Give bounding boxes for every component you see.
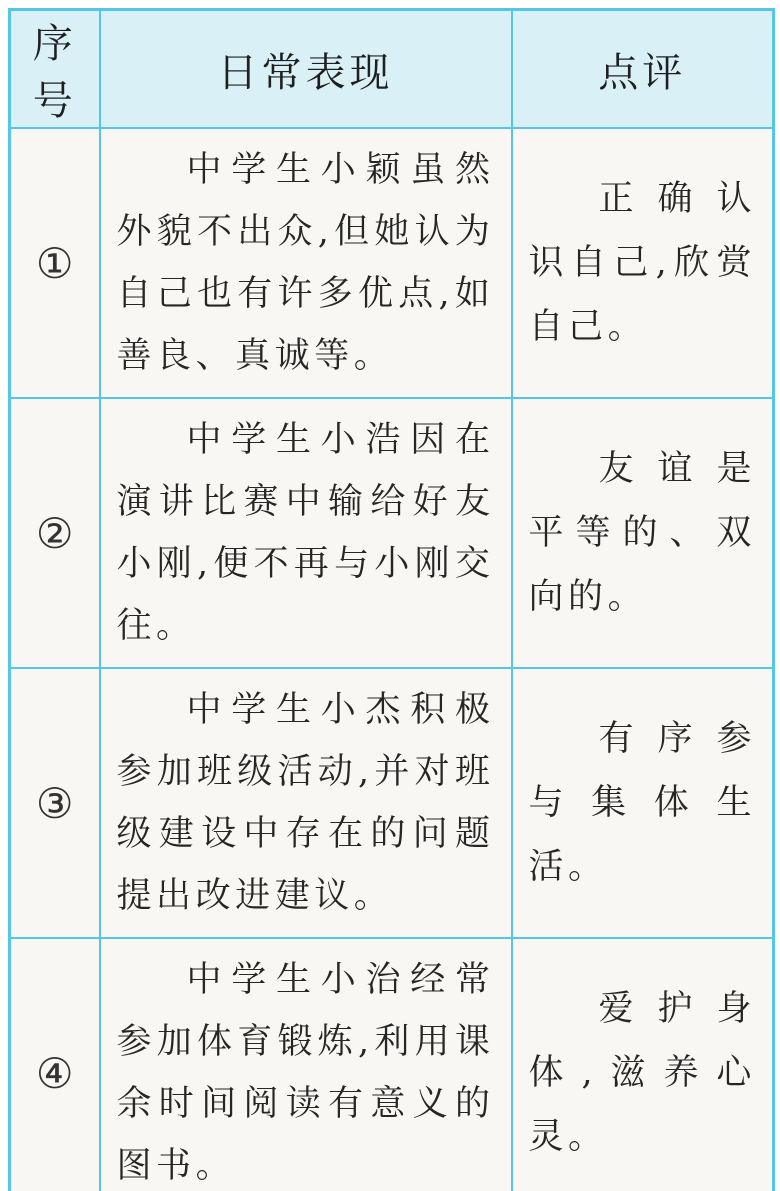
- behavior-text: [100, 398, 512, 668]
- comment-paragraph: 正确认识自己,欣赏自己。: [528, 179, 756, 347]
- table-row: [10, 398, 774, 668]
- table-row: [10, 938, 774, 1191]
- header-序号: 序号: [10, 10, 100, 129]
- header-点评: 点评: [512, 10, 774, 129]
- table-row: [10, 668, 774, 938]
- behavior-text: [100, 128, 512, 398]
- comment-paragraph: 爱护身体,滋养心灵。: [528, 989, 756, 1157]
- daily-behavior-table: [8, 8, 775, 1191]
- behavior-text: [100, 668, 512, 938]
- comment-paragraph: 友谊是平等的、双向的。: [528, 449, 756, 617]
- row-number: ①: [10, 128, 100, 398]
- comment-text: [512, 938, 774, 1191]
- table-row: [10, 128, 774, 398]
- row-number: ③: [10, 668, 100, 938]
- behavior-paragraph: 中学生小浩因在演讲比赛中输给好友小刚,便不再与小刚交往。: [116, 420, 495, 646]
- comment-text: [512, 398, 774, 668]
- behavior-paragraph: 中学生小颖虽然外貌不出众,但她认为自己也有许多优点,如善良、真诚等。: [116, 150, 495, 376]
- row-number: ④: [10, 938, 100, 1191]
- header-日常表现: 日常表现: [100, 10, 512, 129]
- comment-text: [512, 128, 774, 398]
- row-number: ②: [10, 398, 100, 668]
- behavior-paragraph: 中学生小杰积极参加班级活动,并对班级建设中存在的问题提出改进建议。: [116, 690, 495, 916]
- comment-text: [512, 668, 774, 938]
- header-row: [10, 10, 774, 129]
- behavior-text: [100, 938, 512, 1191]
- comment-paragraph: 有序参与集体生活。: [528, 719, 756, 887]
- behavior-paragraph: 中学生小治经常参加体育锻炼,利用课余时间阅读有意义的图书。: [116, 960, 495, 1186]
